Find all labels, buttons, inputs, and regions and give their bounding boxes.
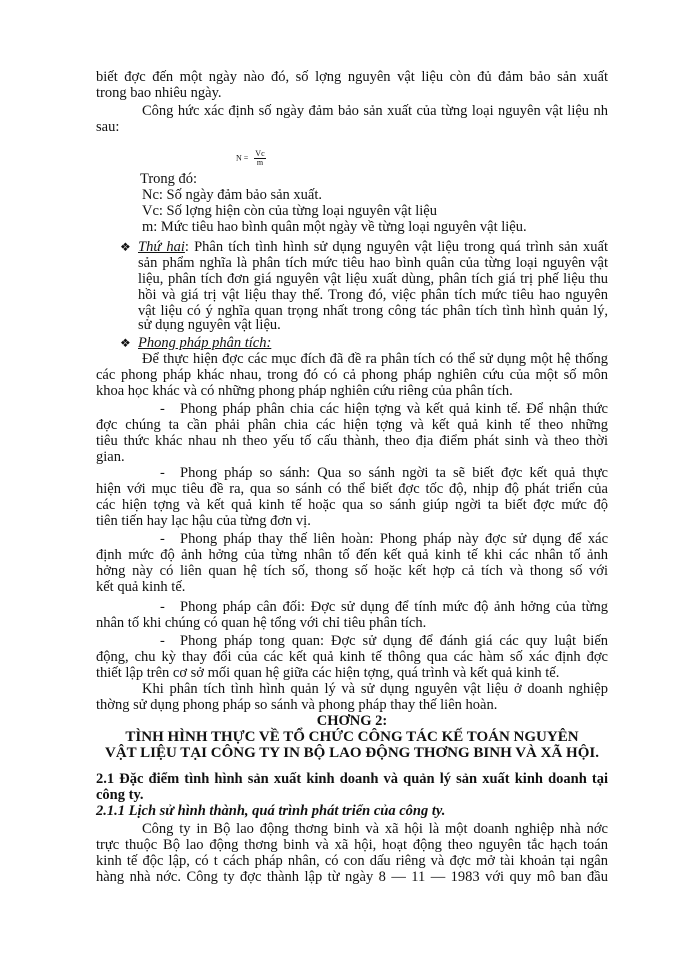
method-line: Phong pháp cân đối: Đợc sử dụng để tính mức độ ảnh hởng của từng [180, 599, 608, 615]
body-line: Công ty in Bộ lao động thơng binh và xã hội là một doanh nghiệp nhà nớc [142, 821, 608, 837]
formula-equals: = [243, 153, 249, 163]
chapter-title: VẬT LIỆU TẠI CÔNG TY IN BỘ LAO ĐỘNG THƠNG BINH VÀ XÃ HỘI. [105, 745, 599, 761]
bullet-line: sử dụng nguyên vật liệu. [138, 317, 281, 333]
method-line: tiên tiến hay lạc hậu của từng đơn vị. [96, 513, 311, 529]
method-line: hởng này có liên quan hệ tích số, thong số hoặc kết hợp cả tích và thong số với [96, 563, 608, 579]
bullet-line: liệu, phân tích đơn giá nguyên vật liệu xuất dùng, phân tích giá trị phế liệu thu [138, 271, 608, 287]
body-line: Để thực hiện đợc các mục đích đã đề ra phân tích có thể sử dụng một hệ thống [142, 351, 608, 367]
dash-marker: - [160, 531, 165, 547]
where-title: Trong đó: [140, 171, 198, 187]
dash-marker: - [160, 599, 165, 615]
bullet-line: vật liệu có ý nghĩa quan trọng nhất trong công tác phân tích tình hình quản lý, [138, 303, 608, 319]
body-line: thờng sử dụng phong pháp so sánh và phong pháp thay thế liên hoàn. [96, 697, 498, 713]
body-line: hàng nhà nớc. Công ty đợc thành lập từ ngày 8 — 11 — 1983 với quy mô ban đầu [96, 869, 608, 885]
where-item: Vc: Số lợng hiện còn của từng loại nguyên vật liệu [142, 203, 437, 219]
bullet-line [138, 240, 608, 255]
method-line: nhân tố khi chúng có quan hệ tổng với chỉ tiêu phân tích. [96, 615, 427, 631]
chapter-label: CHƠNG 2: [316, 713, 388, 729]
dash-marker: - [160, 633, 165, 649]
formula-numerator: Vc [255, 149, 265, 158]
method-line: Phong pháp tong quan: Đợc sử dụng để đánh giá các quy luật biến [180, 633, 608, 649]
dash-marker: - [160, 401, 165, 417]
method-line: thiết lập trên cơ sở mối quan hệ giữa các hiện tợng, quá trình và kết quả kinh tế. [96, 665, 560, 681]
bullet-diamond-icon: ❖ [120, 240, 131, 254]
dash-marker: - [160, 465, 165, 481]
bullet-lead: Thứ hai [138, 239, 185, 255]
bullet-line: hồi và giá trị vật liệu thay thế. Trong đó, việc phân tích mức tiêu hao nguyên [138, 287, 608, 303]
body-line: kinh tế độc lập, có t cách pháp nhân, có con dấu riêng và đợc mở tài khoản tại ngân [96, 853, 608, 869]
body-line: Khi phân tích tình hình quản lý và sử dụng nguyên vật liệu ở doanh nghiệp [142, 681, 608, 697]
body-line: trong bao nhiêu ngày. [96, 85, 222, 101]
body-line: sau: [96, 119, 120, 135]
method-line: gian. [96, 449, 125, 465]
section-heading: 2.1 Đặc điểm tình hình sản xuất kinh doanh và quản lý sản xuất kinh doanh tại [96, 771, 608, 787]
body-line: trực thuộc Bộ lao động thơng binh và xã hội, hoạt động theo nguyên tắc hạch toán [96, 837, 608, 853]
method-line: định mức độ ảnh hởng của từng nhân tố đến kết quả kinh tế khi các nhân tố ảnh [96, 547, 608, 563]
formula-fraction [254, 150, 265, 167]
body-line: biết đợc đến một ngày nào đó, số lợng nguyên vật liệu còn đủ đảm bảo sản xuất [96, 69, 608, 85]
method-line: đợc chúng ta cần phải phân chia các hiện tợng và kết quả kinh tế theo những [96, 417, 608, 433]
method-line: tiêu thức khác nhau nh theo yếu tố cấu thành, theo địa điểm phát sinh và theo thời [96, 433, 608, 449]
formula-lhs: N [236, 153, 242, 163]
method-line: động, chu kỳ thay đổi của các kết quả kinh tế thông qua các hàm số xác định đợc [96, 649, 608, 665]
bullet-diamond-icon: ❖ [120, 336, 131, 350]
method-line: Phong pháp phân chia các hiện tợng và kết quả kinh tế. Để nhận thức [180, 401, 608, 417]
method-line: Phong pháp thay thế liên hoàn: Phong pháp này đợc sử dụng để xác [180, 531, 608, 547]
bullet-text: : Phân tích tình hình sử dụng nguyên vật liệu trong quá trình sản xuất [184, 239, 608, 255]
chapter-title: TÌNH HÌNH THỰC VỀ TỔ CHỨC CÔNG TÁC KẾ TOÁN NGUYÊN [125, 729, 579, 745]
bullet-line: sản phẩm nghĩa là phân tích mức tiêu hao bình quân của từng loại nguyên vật [138, 255, 608, 271]
method-line: các hiện tợng và kết quả kinh tế hoặc qua so sánh giúp ngời ta biết đợc mức độ [96, 497, 608, 513]
method-line: hiện với mục tiêu đề ra, qua so sánh có thể biết đợc tốc độ, nhịp độ phát triển của [96, 481, 608, 497]
method-line: kết quả kinh tế. [96, 579, 186, 595]
section-heading: công ty. [96, 787, 144, 803]
body-line: Công hức xác định số ngày đảm bảo sản xuất của từng loại nguyên vật liệu nh [142, 103, 608, 119]
subsection-heading: 2.1.1 Lịch sử hình thành, quá trình phát triển của công ty. [96, 803, 446, 819]
body-line: các phong pháp khác nhau, trong đó có cả phong pháp nghiên cứu của một số môn [96, 367, 608, 383]
bullet-lead: Phong pháp phân tích: [138, 335, 272, 351]
formula-denominator: m [256, 158, 264, 167]
where-item: m: Mức tiêu hao bình quân một ngày về từng loại nguyên vật liệu. [142, 219, 527, 235]
where-item: Nc: Số ngày đảm bảo sản xuất. [142, 187, 323, 203]
body-line: khoa học khác và có những phong pháp nghiên cứu riêng của phân tích. [96, 383, 513, 399]
method-line: Phong pháp so sánh: Qua so sánh ngời ta sẽ biết đợc kết quả thực [180, 465, 608, 481]
formula [236, 150, 266, 167]
